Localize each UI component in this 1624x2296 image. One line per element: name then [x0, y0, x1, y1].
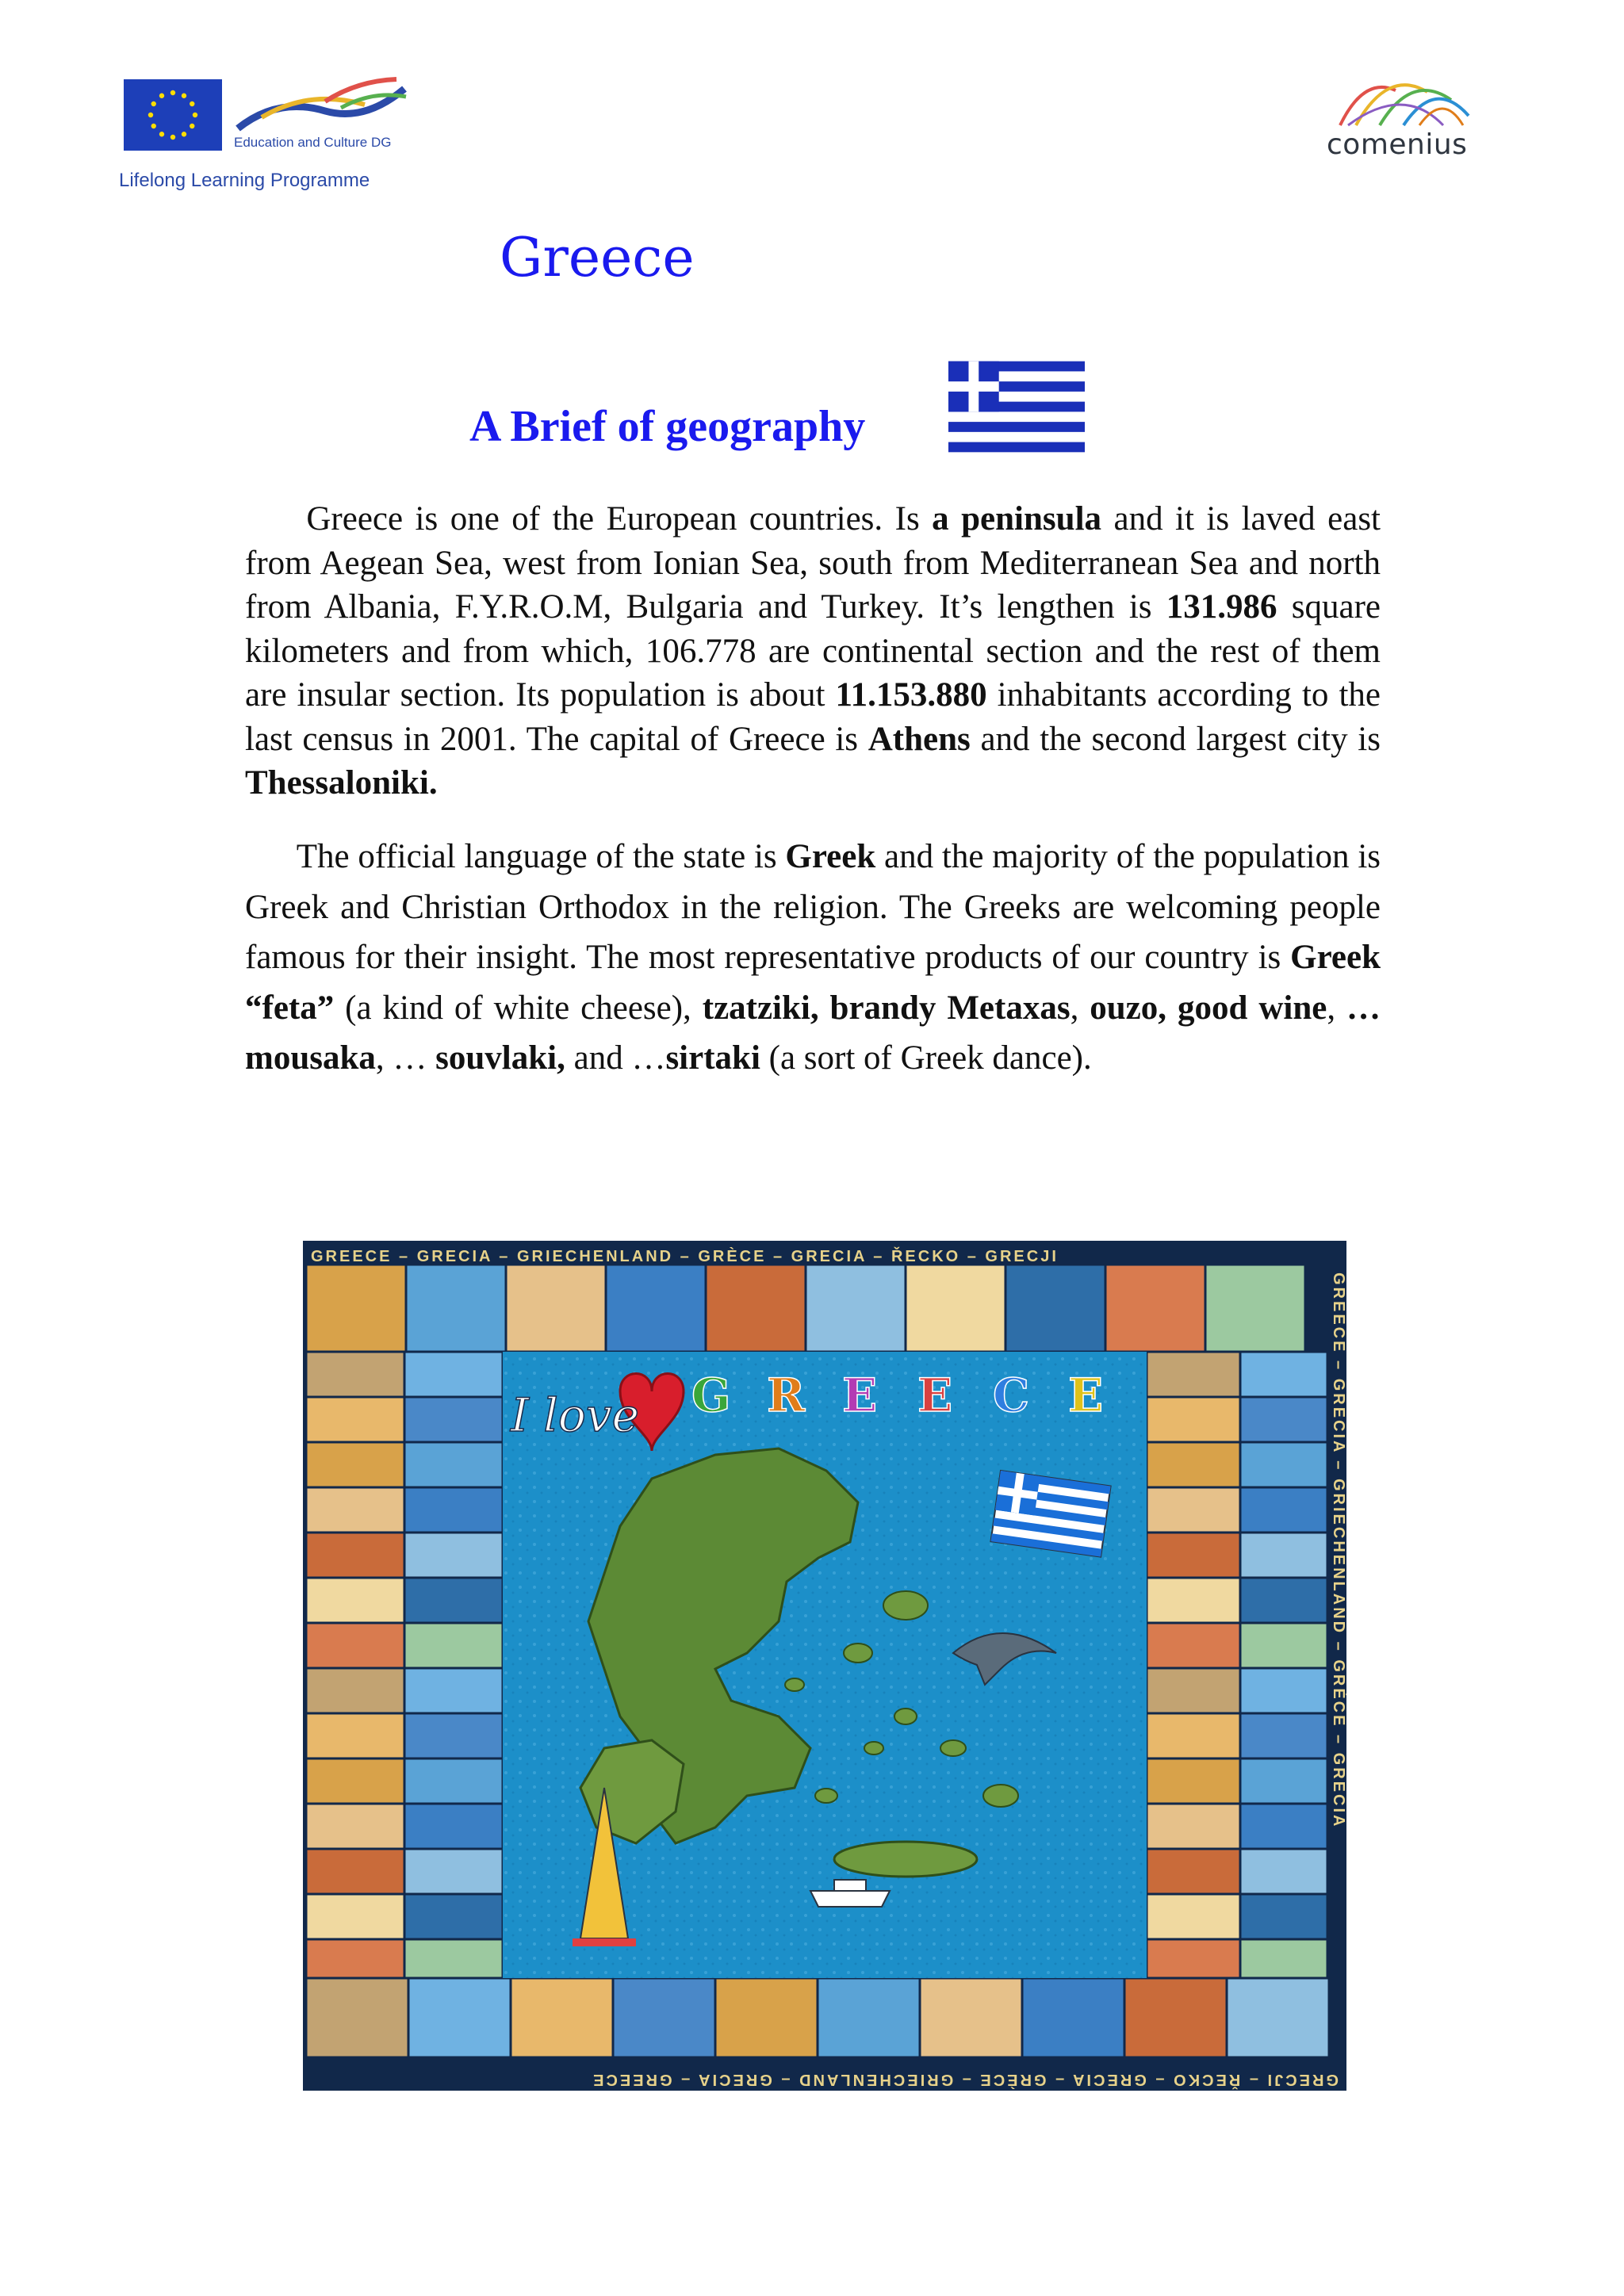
text-run: and it is laved east from Aegean Sea, west from Ionian Sea, south from Mediterranean Sea and north from Albania, F.Y.R.O.M, Bulgaria and Turkey. It’s lengthen is: [245, 500, 1381, 626]
photo-tile: [1147, 1397, 1240, 1442]
photo-tile: [1240, 1442, 1327, 1487]
photo-tile: [1147, 1442, 1240, 1487]
photo-tile: [1240, 1623, 1327, 1668]
postcard-border-bottom-text: GRECJI – ŘECKO – GRECIA – GRÈCE – GRIECHENLAND – GRECIA – GREECE: [591, 2071, 1339, 2088]
photo-tile: [306, 1894, 404, 1939]
photo-tile: [404, 1713, 503, 1758]
photo-tile: [1005, 1265, 1105, 1352]
photo-tile: [1240, 1397, 1327, 1442]
photo-tile: [1147, 1352, 1240, 1397]
eu-flag-icon: [124, 79, 222, 151]
photo-tile: [818, 1978, 920, 2057]
photo-tile: [404, 1533, 503, 1578]
photo-tile: [408, 1978, 511, 2057]
photo-tile: [1147, 1758, 1240, 1804]
photo-tile: [306, 1442, 404, 1487]
photo-tile: [306, 1713, 404, 1758]
photo-tile: [306, 1978, 408, 2057]
photo-tile: [511, 1978, 613, 2057]
photo-tile: [1240, 1804, 1327, 1849]
photo-tile: [1105, 1265, 1205, 1352]
photo-tile: [906, 1265, 1005, 1352]
photo-tile: [1240, 1578, 1327, 1623]
photo-tile: [404, 1442, 503, 1487]
photo-tile: [1227, 1978, 1329, 2057]
photo-tile: [306, 1533, 404, 1578]
page-subtitle: A Brief of geography: [469, 402, 866, 451]
text-run: and the second largest city is: [970, 720, 1381, 758]
photo-tile: [404, 1487, 503, 1533]
text-run: square kilometers and from which, 106.778 are continental section and the rest of them are insular section. Its population is about: [245, 588, 1381, 714]
photo-tile: [1147, 1849, 1240, 1894]
comenius-logo: [1320, 68, 1487, 163]
photo-tile: [404, 1578, 503, 1623]
comenius-arcs-icon: [1332, 68, 1475, 132]
greece-letter: E: [917, 1368, 953, 1422]
photo-tile: [404, 1352, 503, 1397]
photo-tile: [806, 1265, 906, 1352]
text-run: and …: [565, 1039, 666, 1077]
waving-greek-flag-icon: [990, 1471, 1110, 1557]
photo-tile: [506, 1265, 606, 1352]
photo-tile: [1240, 1758, 1327, 1804]
postcard-svg: [303, 1241, 1346, 2091]
bold-text: Greek: [785, 838, 876, 875]
bold-text: souvlaki,: [435, 1039, 565, 1077]
photo-tile: [1147, 1713, 1240, 1758]
photo-tile: [1147, 1487, 1240, 1533]
photo-tile: [1240, 1713, 1327, 1758]
bold-text: Greek “feta”: [245, 939, 1381, 1027]
eu-lifelong-learning-logo: [119, 73, 412, 208]
photo-tile: [404, 1894, 503, 1939]
photo-tile: [1124, 1978, 1227, 2057]
greece-letter: G: [691, 1368, 731, 1422]
photo-tile: [706, 1265, 806, 1352]
eu-dg-label: Education and Culture DG: [234, 135, 392, 150]
postcard-border-right-text: GREECE – GRECIA – GRIECHENLAND – GRÈCE – GRECIA: [1330, 1272, 1346, 1829]
photo-tile: [606, 1265, 706, 1352]
photo-tile: [306, 1352, 404, 1397]
bold-text: sirtaki: [665, 1039, 760, 1077]
photo-tile: [404, 1397, 503, 1442]
photo-tile: [1147, 1533, 1240, 1578]
photo-tile: [306, 1623, 404, 1668]
photo-tile: [306, 1804, 404, 1849]
bold-text: Athens: [868, 720, 971, 758]
photo-tile: [1240, 1894, 1327, 1939]
photo-tile: [1022, 1978, 1124, 2057]
postcard-border-top-text: GREECE – GRECIA – GRIECHENLAND – GRÈCE – GRECIA – ŘECKO – GRECJI: [311, 1248, 1059, 1265]
text-run: and the majority of the population is Greek and Christian Orthodox in the religion. The Greeks are welcoming people famous for their insight. The most representative products of our country is: [245, 838, 1381, 976]
greece-letter: E: [842, 1368, 878, 1422]
paragraph-geography: [245, 497, 1381, 806]
text-run: , …: [375, 1039, 436, 1077]
bold-text: 131.986: [1166, 588, 1277, 626]
greece-letter: R: [767, 1368, 806, 1422]
photo-tile: [1240, 1487, 1327, 1533]
crete-island-map: [834, 1842, 977, 1877]
photo-tile: [920, 1978, 1022, 2057]
text-run: (a sort of Greek dance).: [760, 1039, 1092, 1077]
bold-text: ouzo, good wine: [1090, 989, 1327, 1027]
text-run: inhabitants according to the last census in 2001. The capital of Greece is: [245, 676, 1381, 758]
paragraph-culture: [245, 832, 1381, 1084]
bold-text: 11.153.880: [835, 676, 987, 714]
text-run: Greece is one of the European countries. Is: [306, 500, 933, 538]
bold-text: tzatziki, brandy Metaxas: [702, 989, 1071, 1027]
page-title: Greece: [500, 227, 695, 289]
eu-programme-label: Lifelong Learning Programme: [119, 170, 370, 191]
photo-tile: [404, 1668, 503, 1713]
photo-tile: [306, 1487, 404, 1533]
greece-letter: E: [1068, 1368, 1104, 1422]
photo-tile: [1240, 1849, 1327, 1894]
greece-letter: C: [993, 1368, 1030, 1422]
photo-tile: [1205, 1265, 1305, 1352]
photo-tile: [613, 1978, 715, 2057]
photo-tile: [1240, 1533, 1327, 1578]
greek-flag-icon: [948, 361, 1085, 453]
photo-tile: [306, 1578, 404, 1623]
photo-tile: [306, 1397, 404, 1442]
photo-tile: [404, 1804, 503, 1849]
greece-postcard-image: [303, 1241, 1346, 2091]
i-love-text: I love: [511, 1388, 639, 1442]
text-run: The official language of the state is: [296, 838, 786, 875]
photo-tile: [306, 1849, 404, 1894]
text-run: ,: [1327, 989, 1347, 1027]
photo-tile: [404, 1849, 503, 1894]
photo-tile: [1147, 1578, 1240, 1623]
photo-tile: [404, 1623, 503, 1668]
photo-tile: [404, 1758, 503, 1804]
photo-tile: [306, 1265, 406, 1352]
photo-tile: [1147, 1894, 1240, 1939]
photo-tile: [1147, 1668, 1240, 1713]
text-run: ,: [1070, 989, 1090, 1027]
comenius-label: comenius: [1327, 128, 1468, 161]
photo-tile: [1240, 1352, 1327, 1397]
photo-tile: [1147, 1804, 1240, 1849]
photo-tile: [1240, 1668, 1327, 1713]
bold-text: … mousaka: [245, 989, 1381, 1077]
photo-tile: [306, 1668, 404, 1713]
bold-text: Thessaloniki.: [245, 764, 438, 802]
bold-text: a peninsula: [932, 500, 1102, 538]
photo-tile: [715, 1978, 818, 2057]
photo-tile: [406, 1265, 506, 1352]
photo-tile: [306, 1758, 404, 1804]
text-run: (a kind of white cheese),: [334, 989, 703, 1027]
photo-tile: [1147, 1623, 1240, 1668]
